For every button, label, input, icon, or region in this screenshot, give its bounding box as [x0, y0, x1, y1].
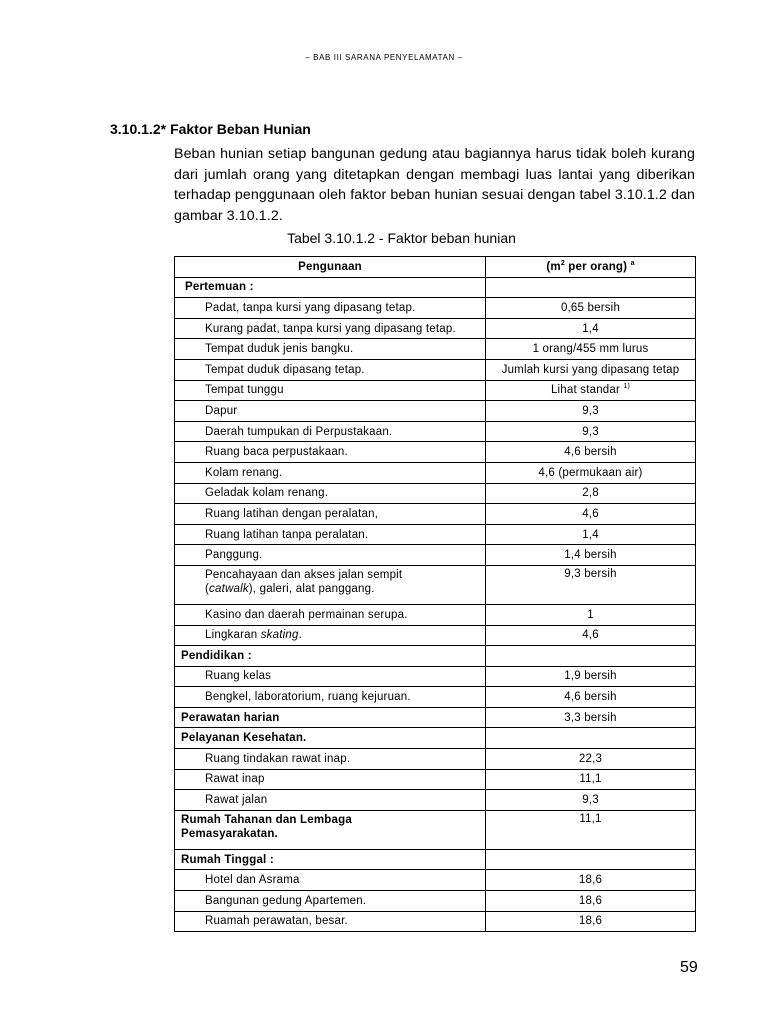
column-header-usage: Pengunaan: [175, 257, 486, 278]
table-row: [175, 728, 696, 749]
table-row: [175, 625, 696, 646]
table-row: [175, 380, 696, 401]
usage-label: Tempat duduk dipasang tetap.: [175, 359, 486, 380]
table-row: [175, 421, 696, 442]
factor-value-text: Lihat standar: [550, 384, 624, 397]
category-label: Pendidikan :: [175, 646, 486, 667]
factor-value: 0,65 bersih: [486, 298, 696, 319]
table-row: [175, 687, 696, 708]
page-number: 59: [680, 959, 698, 976]
usage-label-italic: skating: [260, 629, 299, 642]
usage-label: Dapur: [175, 401, 486, 422]
usage-label: Ruang baca perpustakaan.: [175, 442, 486, 463]
table-row: [175, 524, 696, 545]
factor-value: 9,3: [486, 401, 696, 422]
usage-label: Ruang latihan tanpa peralatan.: [175, 524, 486, 545]
factor-value: [486, 380, 696, 401]
table-row: [175, 277, 696, 298]
table-caption: Tabel 3.10.1.2 - Faktor beban hunian: [287, 230, 516, 246]
usage-label: Ruang latihan dengan peralatan,: [175, 504, 486, 525]
factor-value: 4,6 bersih: [486, 442, 696, 463]
factor-value: 4,6: [486, 625, 696, 646]
usage-label: Geladak kolam renang.: [175, 483, 486, 504]
table-row: [175, 339, 696, 360]
table-row: [175, 545, 696, 566]
factor-value: 1,4 bersih: [486, 545, 696, 566]
usage-label: Kurang padat, tanpa kursi yang dipasang tetap.: [175, 318, 486, 339]
usage-label: Panggung.: [175, 545, 486, 566]
header-unit-sup: 2: [560, 259, 565, 267]
table-row: [175, 646, 696, 667]
table-row: [175, 483, 696, 504]
running-header: – BAB III SARANA PENYELAMATAN –: [305, 53, 463, 62]
table-row: [175, 911, 696, 932]
factor-value: 18,6: [486, 870, 696, 891]
factor-value: 4,6 bersih: [486, 687, 696, 708]
header-footnote-marker: a: [630, 259, 635, 267]
usage-label: Rawat jalan: [175, 790, 486, 811]
category-label-line2: Pemasyarakatan.: [181, 827, 278, 840]
category-label-line1: Rumah Tahanan dan Lembaga: [181, 813, 352, 826]
usage-label-pre: Lingkaran: [205, 629, 261, 642]
factor-value: 2,8: [486, 483, 696, 504]
factor-value: [486, 849, 696, 870]
usage-label-open: (: [205, 582, 210, 595]
table-row: [175, 666, 696, 687]
category-label: Pertemuan :: [175, 277, 486, 298]
factor-value: [486, 728, 696, 749]
factor-value: 1 orang/455 mm lurus: [486, 339, 696, 360]
table-row: [175, 810, 696, 849]
table-row: [175, 769, 696, 790]
table-row: [175, 790, 696, 811]
table-row: [175, 849, 696, 870]
table-row: [175, 891, 696, 912]
factor-value: 11,1: [486, 810, 696, 849]
factor-value: 9,3: [486, 790, 696, 811]
factor-value: 3,3 bersih: [486, 707, 696, 728]
factor-value: 4,6 (permukaan air): [486, 462, 696, 483]
table-row: [175, 870, 696, 891]
usage-label: Kolam renang.: [175, 462, 486, 483]
header-unit-pre: (m: [546, 260, 561, 273]
category-label: [175, 810, 486, 849]
body-paragraph: Beban hunian setiap bangunan gedung atau bagiannya harus tidak boleh kurang dari jumlah orang yang ditetapkan dengan membagi luas lantai yang diberikan terhadap penggunaan oleh faktor beban hunian sesuai dengan tabel 3.10.1.2 dan gambar 3.10.1.2.: [174, 146, 695, 224]
factor-value: [486, 277, 696, 298]
category-label: Pelayanan Kesehatan.: [175, 728, 486, 749]
factor-value: 1,4: [486, 318, 696, 339]
table-row: [175, 401, 696, 422]
section-number: 3.10.1.2*: [110, 121, 167, 137]
usage-label: Daerah tumpukan di Perpustakaan.: [175, 421, 486, 442]
usage-label: Ruang tindakan rawat inap.: [175, 749, 486, 770]
section-title: Faktor Beban Hunian: [170, 121, 311, 137]
usage-label: Ruamah perawatan, besar.: [175, 911, 486, 932]
footnote-marker: 1): [623, 383, 631, 391]
usage-label: Bengkel, laboratorium, ruang kejuruan.: [175, 687, 486, 708]
usage-label: Rawat inap: [175, 769, 486, 790]
usage-label: [175, 565, 486, 604]
table-row: [175, 749, 696, 770]
usage-label: [175, 625, 486, 646]
factor-value: 9,3: [486, 421, 696, 442]
factor-value: 4,6: [486, 504, 696, 525]
usage-label: Padat, tanpa kursi yang dipasang tetap.: [175, 298, 486, 319]
table-row: [175, 604, 696, 625]
category-label: Rumah Tinggal :: [175, 849, 486, 870]
header-unit-post: per orang): [564, 260, 631, 273]
usage-label-rest: ), galeri, alat panggang.: [248, 582, 375, 595]
factor-value: 11,1: [486, 769, 696, 790]
factor-value: Jumlah kursi yang dipasang tetap: [486, 359, 696, 380]
table-row: [175, 565, 696, 604]
factor-value: 18,6: [486, 911, 696, 932]
factor-value: 22,3: [486, 749, 696, 770]
usage-label: Kasino dan daerah permainan serupa.: [175, 604, 486, 625]
table-row: [175, 318, 696, 339]
category-label: Perawatan harian: [175, 707, 486, 728]
usage-label-post: .: [298, 629, 302, 642]
factor-value: 9,3 bersih: [486, 565, 696, 604]
factor-value: 1,4: [486, 524, 696, 545]
usage-label: Tempat duduk jenis bangku.: [175, 339, 486, 360]
factor-value: 1: [486, 604, 696, 625]
usage-label: Ruang kelas: [175, 666, 486, 687]
factor-value: [486, 646, 696, 667]
factor-value: 1,9 bersih: [486, 666, 696, 687]
factor-value: 18,6: [486, 891, 696, 912]
usage-label: Bangunan gedung Apartemen.: [175, 891, 486, 912]
table-row: [175, 359, 696, 380]
table-row: [175, 462, 696, 483]
occupant-load-table: [174, 256, 696, 932]
column-header-factor: [486, 257, 696, 278]
table-row: [175, 298, 696, 319]
usage-label: Tempat tunggu: [175, 380, 486, 401]
usage-label: Hotel dan Asrama: [175, 870, 486, 891]
usage-label-italic: catwalk: [209, 582, 249, 595]
usage-label-line1: Pencahayaan dan akses jalan sempit: [205, 568, 403, 581]
table-row: [175, 442, 696, 463]
section-heading: [110, 121, 311, 137]
table-header-row: [175, 257, 696, 278]
table-row: [175, 707, 696, 728]
table-row: [175, 504, 696, 525]
